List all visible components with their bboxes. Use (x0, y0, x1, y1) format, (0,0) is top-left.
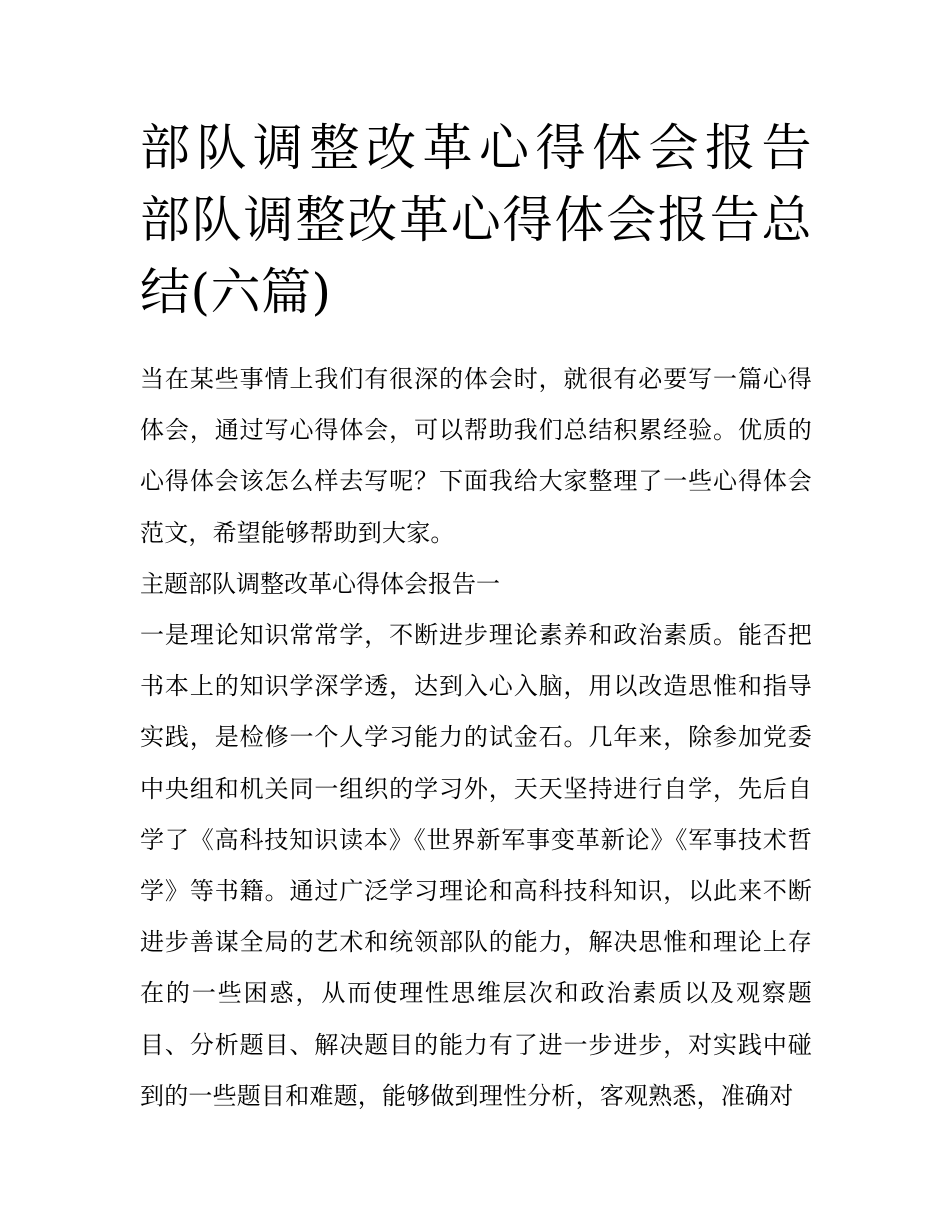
section-heading: 主题部队调整改革心得体会报告一 (140, 569, 500, 598)
document-title: 部队调整改革心得体会报告 部队调整改革心得体会报告总结(六篇) (140, 119, 812, 321)
body-paragraph: 一是理论知识常常学，不断进步理论素养和政治素质。能否把书本上的知识学深学透，达到入心入脑，用以改造思惟和指导实践，是检修一个人学习能力的试金石。几年来，除参加党委中央组和机关同一组织的学习外，天天坚持进行自学，先后自学了《高科技知识读本》《世界新军事变革新论》《军事技术哲学》等书籍。通过广泛学习理论和高科技科知识，以此来不断进步善谋全局的艺术和统领部队的能力，解决思惟和理论上存在的一些困惑，从而使理性思维层次和政治素质以及观察题目、分析题目、解决题目的能力有了进一步进步，对实践中碰到的一些题目和难题，能够做到理性分析，客观熟悉，准确对 (140, 621, 812, 1110)
document-content (140, 112, 812, 1122)
intro-paragraph: 当在某些事情上我们有很深的体会时，就很有必要写一篇心得体会，通过写心得体会，可以帮助我们总结积累经验。优质的心得体会该怎么样去写呢？下面我给大家整理了一些心得体会范文，希望能够帮助到大家。 (140, 365, 812, 547)
